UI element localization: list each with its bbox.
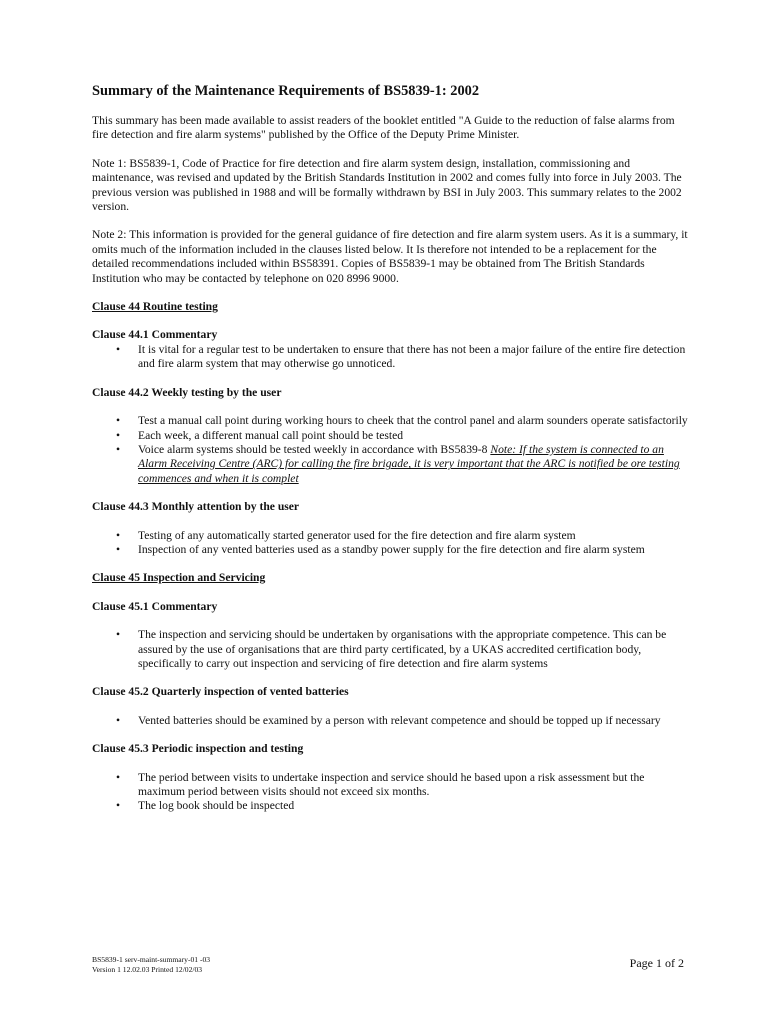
document-page [92, 82, 688, 814]
bullet-icon: • [116, 713, 121, 727]
list-item: • Test a manual call point during working hours to cheek that the control panel and alarm sounders operate satisfactorily [116, 414, 688, 428]
list-item: • The inspection and servicing should be undertaken by organisations with the appropriate competence. This can be assured by the use of organisations that are third party certificated, by a UKAS accredited certification body, specifically to carry out inspection and servicing of fire detection and fire alarm systems [116, 628, 667, 670]
clause-44-1-list [92, 343, 688, 372]
list-item: • Voice alarm systems should be tested weekly in accordance with BS5839-8 Note: If the system is connected to an Alarm Receiving Centre (ARC) for calling the fire brigade, it is very important that the ARC is notified be ore testing commences and when it is complet [116, 442, 680, 485]
footer-version: Version 1 12.02.03 Printed 12/02/03 [92, 965, 203, 974]
bullet-icon: • [116, 342, 121, 356]
clause-45-3-list [92, 771, 688, 814]
clause-45-2-list [92, 714, 688, 728]
footer-doc-ref: BS5839-1 serv-maint-summary-01 -03 [92, 955, 211, 964]
clause-44-heading: Clause 44 Routine testing [92, 300, 218, 314]
clause-44-1-heading: Clause 44.1 Commentary [92, 328, 218, 342]
footer-doc-info [92, 955, 210, 975]
clause-45-heading: Clause 45 Inspection and Servicing [92, 571, 266, 585]
list-item: • Vented batteries should be examined by a person with relevant competence and should be topped up if necessary [116, 713, 661, 727]
bullet-icon: • [116, 799, 121, 813]
list-item: • Each week, a different manual call point should be tested [116, 428, 404, 442]
clause-45-1-list [92, 628, 688, 671]
note-1-paragraph: Note 1: BS5839-1, Code of Practice for fire detection and fire alarm system design, installation, commissioning and maintenance, was revised and updated by the British Standards Institution in 2002 and comes fully into force in July 2003. The previous version was published in 1988 and will be formally withdrawn by BSI in July 2003. This summary relates to the 2002 version. [92, 156, 682, 214]
page-title: Summary of the Maintenance Requirements of BS5839-1: 2002 [92, 83, 480, 99]
arc-note: Note: If the system is connected to an Alarm Receiving Centre (ARC) for calling the fire brigade, it is very important that the ARC is notified be ore testing commences and when it is complet [138, 442, 680, 485]
bullet-icon: • [116, 528, 121, 542]
clause-45-1-heading: Clause 45.1 Commentary [92, 599, 218, 613]
page-number: Page 1 of 2 [629, 956, 684, 970]
clause-45-3-heading: Clause 45.3 Periodic inspection and testing [92, 742, 304, 756]
list-item: • The log book should be inspected [116, 799, 295, 813]
bullet-icon: • [116, 628, 121, 642]
clause-44-2-heading: Clause 44.2 Weekly testing by the user [92, 385, 282, 399]
clause-44-2-list [92, 414, 688, 486]
bullet-icon: • [116, 428, 121, 442]
list-item: • Inspection of any vented batteries used as a standby power supply for the fire detection and fire alarm system [116, 542, 645, 556]
clause-45-2-heading: Clause 45.2 Quarterly inspection of vented batteries [92, 685, 349, 699]
note-2-paragraph: Note 2: This information is provided for the general guidance of fire detection and fire alarm system users. As it is a summary, it omits much of the information included in the clauses listed below. It Is therefore not intended to be a replacement for the detailed recommendations included within BS58391. Copies of BS5839-1 may be obtained from The British Standards Institution who may be contacted by telephone on 020 8996 9000. [92, 228, 688, 285]
intro-paragraph: This summary has been made available to assist readers of the booklet entitled "A Guide to the reduction of false alarms from fire detection and fire alarm systems" published by the Office of the Deputy Prime Minister. [92, 114, 675, 142]
bullet-icon: • [116, 442, 121, 456]
bullet-icon: • [116, 542, 121, 556]
bullet-icon: • [116, 770, 121, 784]
list-item: • Testing of any automatically started generator used for the fire detection and fire alarm system [116, 528, 576, 542]
list-item: • The period between visits to undertake inspection and service should he based upon a risk assessment but the maximum period between visits should not exceed six months. [116, 770, 645, 798]
bullet-icon: • [116, 414, 121, 428]
clause-44-3-heading: Clause 44.3 Monthly attention by the user [92, 500, 300, 514]
clause-44-3-list [92, 529, 688, 558]
list-item: • It is vital for a regular test to be undertaken to ensure that there has not been a major failure of the entire fire detection and fire alarm system that may otherwise go unnoticed. [116, 342, 686, 371]
